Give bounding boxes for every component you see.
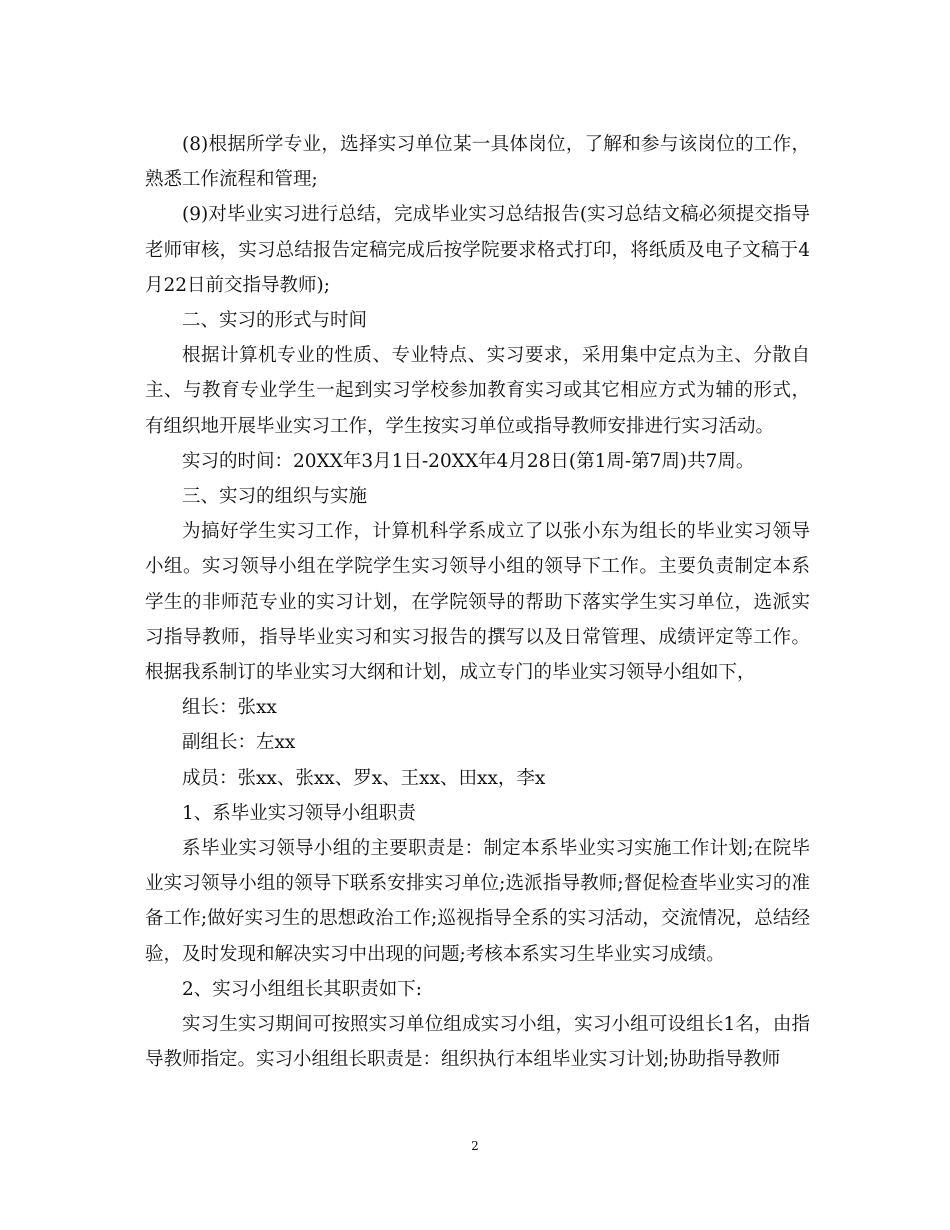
- paragraph-group-duties: 系毕业实习领导小组的主要职责是：制定本系毕业实习实施工作计划;在院毕业实习领导小组的领导下联系安排实习单位;选派指导教师;督促检查毕业实习的准备工作;做好实习生的思想政治工作;巡视指导全系的实习活动，交流情况，总结经验，及时发现和解决实习中出现的问题;考核本系实习生毕业实习成绩。: [145, 838, 810, 965]
- section-heading-form-and-time: 二、实习的形式与时间: [182, 310, 368, 332]
- paragraph-time: 实习的时间：20XX年3月1日-20XX年4月28日(第1周-第7周)共7周。: [182, 450, 755, 472]
- paragraph-item-8: (8)根据所学专业，选择实习单位某一具体岗位，了解和参与该岗位的工作，熟悉工作流程和管理;: [145, 134, 810, 191]
- page-number: 2: [471, 1139, 479, 1153]
- section-heading-organization: 三、实习的组织与实施: [182, 486, 368, 508]
- paragraph-team-leader-duties: 实习生实习期间可按照实习单位组成实习小组，实习小组可设组长1名，由指导教师指定。实习小组组长职责是：组织执行本组毕业实习计划;协助指导教师: [145, 1014, 810, 1071]
- paragraph-item-9: (9)对毕业实习进行总结，完成毕业实习总结报告(实习总结文稿必须提交指导老师审核，实习总结报告定稿完成后按学院要求格式打印，将纸质及电子文稿于4月22日前交指导教师);: [145, 204, 810, 296]
- deputy-leader-line: 副组长：左xx: [182, 732, 296, 754]
- paragraph-organization: 为搞好学生实习工作，计算机科学系成立了以张小东为组长的毕业实习领导小组。实习领导小组在学院学生实习领导小组的领导下工作。主要负责制定本系学生的非师范专业的实习计划，在学院领导的帮助下落实学生实习单位，选派实习指导教师，指导毕业实习和实习报告的撰写以及日常管理、成绩评定等工作。根据我系制订的毕业实习大纲和计划，成立专门的毕业实习领导小组如下，: [145, 521, 810, 684]
- members-line: 成员：张xx、张xx、罗x、王xx、田xx，李x: [182, 767, 546, 789]
- paragraph-form: 根据计算机专业的性质、专业特点、实习要求，采用集中定点为主、分散自主、与教育专业学生一起到实习学校参加教育实习或其它相应方式为辅的形式，有组织地开展毕业实习工作，学生按实习单位或指导教师安排进行实习活动。: [145, 345, 810, 437]
- team-leader-line: 组长：张xx: [182, 697, 277, 719]
- subheading-team-leader-duties: 2、实习小组组长其职责如下:: [182, 978, 423, 1000]
- document-body: [145, 127, 810, 1077]
- subheading-group-duties: 1、系毕业实习领导小组职责: [182, 802, 416, 824]
